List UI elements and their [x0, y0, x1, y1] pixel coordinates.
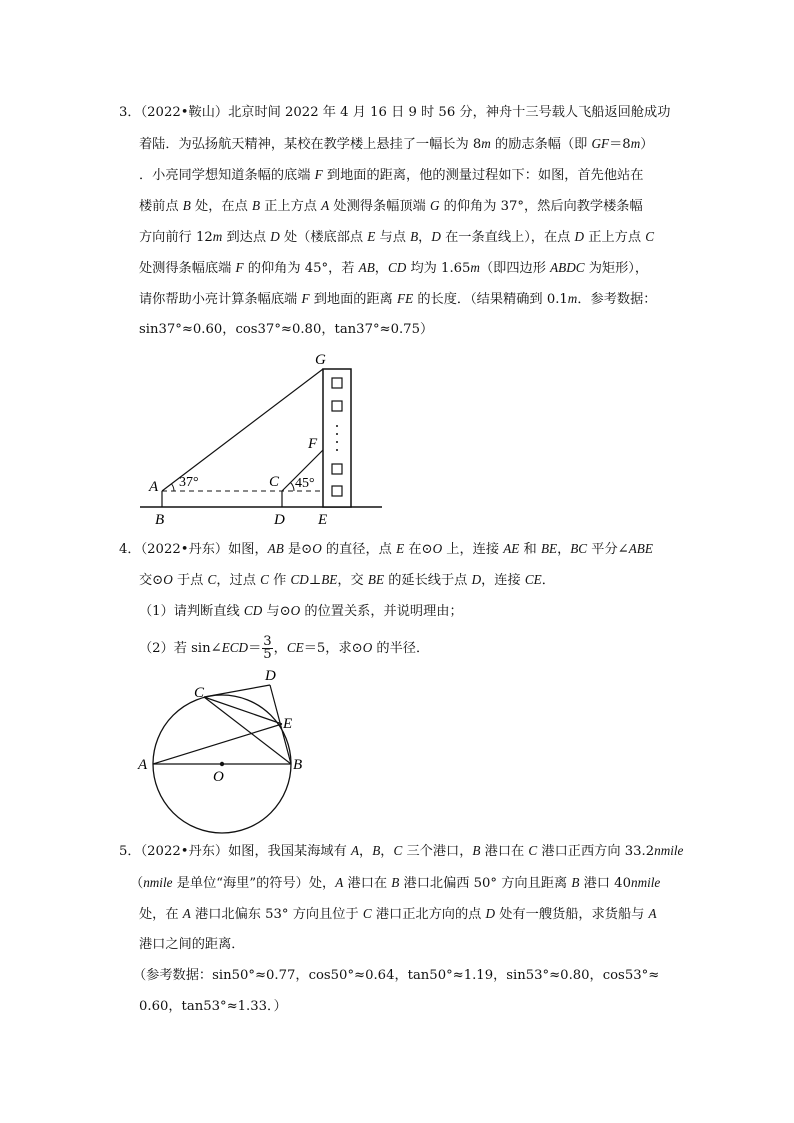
q4-number: 4． [119, 542, 141, 557]
q3-line-8: sin37°≈0.60，cos37°≈0.80，tan37°≈0.75） [139, 322, 434, 337]
banner-dot-2 [336, 433, 338, 435]
q3-line-5: 方向前行 12m 到达点 D 处（楼底部点 E 与点 B，D 在一条直线上），在点 D 正上方点 C [139, 229, 655, 245]
angle-arc-45 [291, 483, 295, 492]
q5-line-4: 港口之间的距离． [139, 937, 245, 952]
q4-line-2: 交⊙O 于点 C，过点 C 作 CD⊥BE，交 BE 的延长线于点 D，连接 CE． [139, 572, 555, 588]
q5-reference-2: 0.60，tan53°≈1.33．） [139, 999, 287, 1014]
label-a: A [138, 757, 148, 773]
q3-line-3: ．小亮同学想知道条幅的底端 F 到地面的距离，他的测量过程如下：如图，首先他站在 [139, 167, 644, 183]
label-b: B [293, 757, 303, 773]
label-g: G [315, 352, 326, 368]
label-e: E [283, 716, 293, 732]
q3-figure [130, 348, 390, 528]
q3-source: （2022•鞍山） [140, 105, 229, 120]
q3-line-7: 请你帮助小亮计算条幅底端 F 到地面的距离 FE 的长度．（结果精确到 0.1m．参考数据： [139, 291, 657, 307]
q3-line-6: 处测得条幅底端 F 的仰角为 45°，若 AB，CD 均为 1.65m（即四边形 ABDC 为矩形）， [139, 260, 649, 276]
banner-dot-3 [336, 441, 338, 443]
q5-source: （2022•丹东） [140, 844, 229, 859]
angle-arc-37 [172, 484, 174, 491]
label-angle-37: 37° [179, 475, 199, 490]
q5-number: 5． [119, 844, 141, 859]
q4-part-1: （1）请判断直线 CD 与⊙O 的位置关系，并说明理由； [139, 603, 463, 619]
q3-line-4: 楼前点 B 处，在点 B 正上方点 A 处测得条幅顶端 G 的仰角为 37°，然后向教学楼条幅 [139, 198, 643, 214]
q3-line-2: 着陆．为弘扬航天精神，某校在教学楼上悬挂了一幅长为 8m 的励志条幅（即 GF＝8m） [139, 136, 654, 152]
segment-cd [204, 685, 270, 697]
banner-dot-4 [336, 449, 338, 451]
label-b: B [155, 512, 165, 528]
label-c: C [269, 474, 280, 490]
center-point-o [220, 762, 224, 766]
q3-line-1: 3．（2022•鞍山）北京时间 2022 年 4 月 16 日 9 时 56 分，神舟十三号载人飞船返回舱成功 [119, 105, 671, 120]
label-d: D [274, 512, 285, 528]
q5-line-1: 5．（2022•丹东）如图，我国某海域有 A，B，C 三个港口，B 港口在 C 港口正西方向 33.2nmile [119, 843, 684, 859]
segment-bc [204, 697, 291, 764]
q3-number: 3． [119, 105, 141, 120]
q4-part-2: （2）若 sin∠ECD＝ $\frac{3}{5}$ ，CE＝5，求⊙O 的半径． [139, 634, 430, 662]
q4-figure [130, 664, 320, 836]
fraction-3-5: $\frac{3}{5}$ [263, 634, 272, 662]
q4-source: （2022•丹东） [140, 542, 229, 557]
q4-line-1: 4．（2022•丹东）如图，AB 是⊙O 的直径，点 E 在⊙O 上，连接 AE 和 BE，BC 平分∠ABE [119, 541, 653, 557]
segment-ce [204, 697, 282, 724]
label-e: E [318, 512, 328, 528]
q5-line-2: （nmile 是单位“海里”的符号）处，A 港口在 B 港口北偏西 50° 方向且距离 B 港口 40nmile [130, 875, 661, 891]
label-c: C [194, 685, 205, 701]
label-angle-45: 45° [295, 476, 315, 491]
segment-ae [153, 724, 282, 764]
label-o: O [213, 769, 224, 785]
q5-reference-1: （参考数据：sin50°≈0.77，cos50°≈0.64，tan50°≈1.19，sin53°≈0.80，cos53°≈ [133, 968, 660, 983]
label-d: D [265, 668, 276, 684]
label-f: F [308, 436, 318, 452]
label-a: A [149, 479, 159, 495]
banner-dot-1 [336, 425, 338, 427]
sight-line-ag [162, 369, 323, 491]
q5-line-3: 处，在 A 港口北偏东 53° 方向且位于 C 港口正北方向的点 D 处有一艘货船，求货船与 A [139, 906, 657, 922]
